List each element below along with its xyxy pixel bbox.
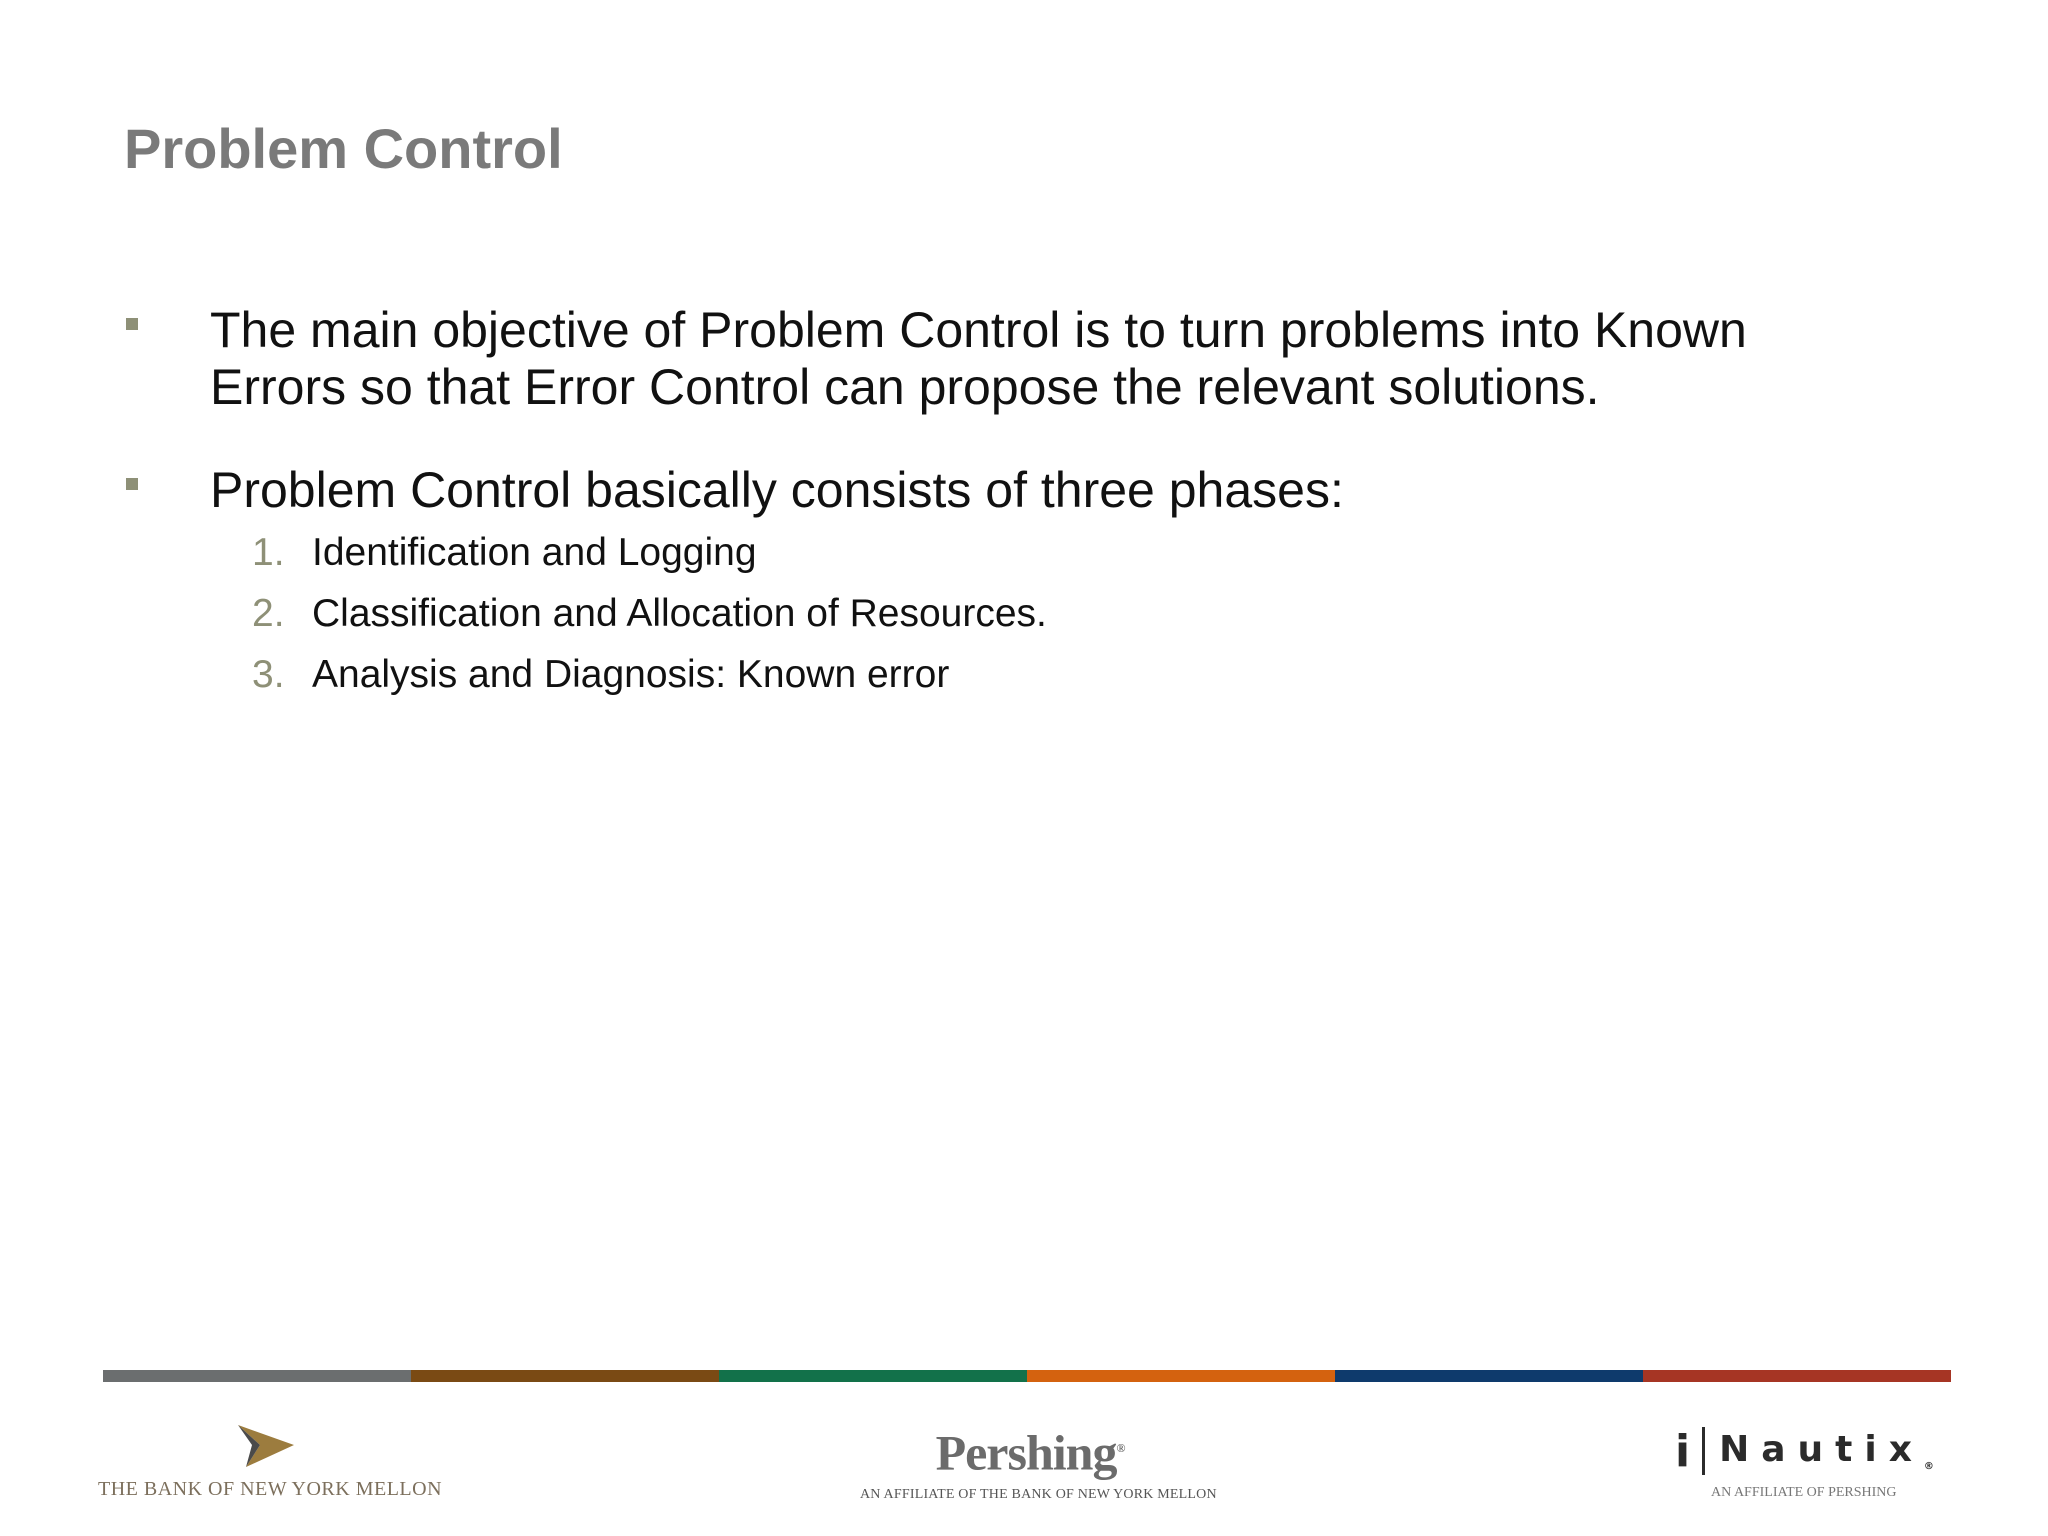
bullet-line: Errors so that Error Control can propose the relevant solutions.	[210, 359, 1600, 415]
bullet-marker	[126, 318, 138, 330]
stripe-segment	[1643, 1370, 1951, 1382]
bullet-text-objective	[210, 302, 1910, 416]
phase-label: Analysis and Diagnosis: Known error	[312, 653, 950, 696]
bny-mellon-logo	[98, 1425, 443, 1505]
pershing-registered-mark: ®	[1116, 1441, 1125, 1455]
pershing-logo	[860, 1420, 1217, 1510]
pershing-wordmark: Pershing	[935, 1424, 1117, 1481]
bullet-marker	[126, 478, 138, 490]
inautix-wordmark: Nautix	[1719, 1429, 1924, 1471]
phase-label: Identification and Logging	[312, 531, 757, 574]
slide-title: Problem Control	[124, 117, 563, 180]
stripe-segment	[1027, 1370, 1335, 1382]
pershing-tagline: AN AFFILIATE OF THE BANK OF NEW YORK MELLON	[860, 1486, 1217, 1502]
inautix-registered-mark: ®	[1923, 1461, 1934, 1473]
phase-number: 2.	[252, 592, 285, 635]
inautix-divider	[1702, 1427, 1705, 1475]
phase-item	[252, 530, 757, 576]
stripe-segment	[1335, 1370, 1643, 1382]
phase-number: 3.	[252, 653, 285, 696]
phase-label: Classification and Allocation of Resources.	[312, 592, 1047, 635]
phase-item	[252, 652, 949, 698]
phase-number: 1.	[252, 531, 285, 574]
footer-color-stripe	[103, 1370, 1951, 1382]
phase-item	[252, 591, 1047, 637]
stripe-segment	[719, 1370, 1027, 1382]
bullet-line: The main objective of Problem Control is to turn problems into Known	[210, 302, 1747, 358]
stripe-segment	[411, 1370, 719, 1382]
inautix-logo	[1675, 1425, 1955, 1515]
bny-arrow-icon	[238, 1425, 294, 1467]
stripe-segment	[103, 1370, 411, 1382]
inautix-i: i	[1675, 1425, 1691, 1477]
bullet-text-phases: Problem Control basically consists of three phases:	[210, 462, 1344, 518]
bny-mellon-text: THE BANK OF NEW YORK MELLON	[98, 1478, 443, 1500]
inautix-tagline: AN AFFILIATE OF PERSHING	[1711, 1485, 1897, 1500]
